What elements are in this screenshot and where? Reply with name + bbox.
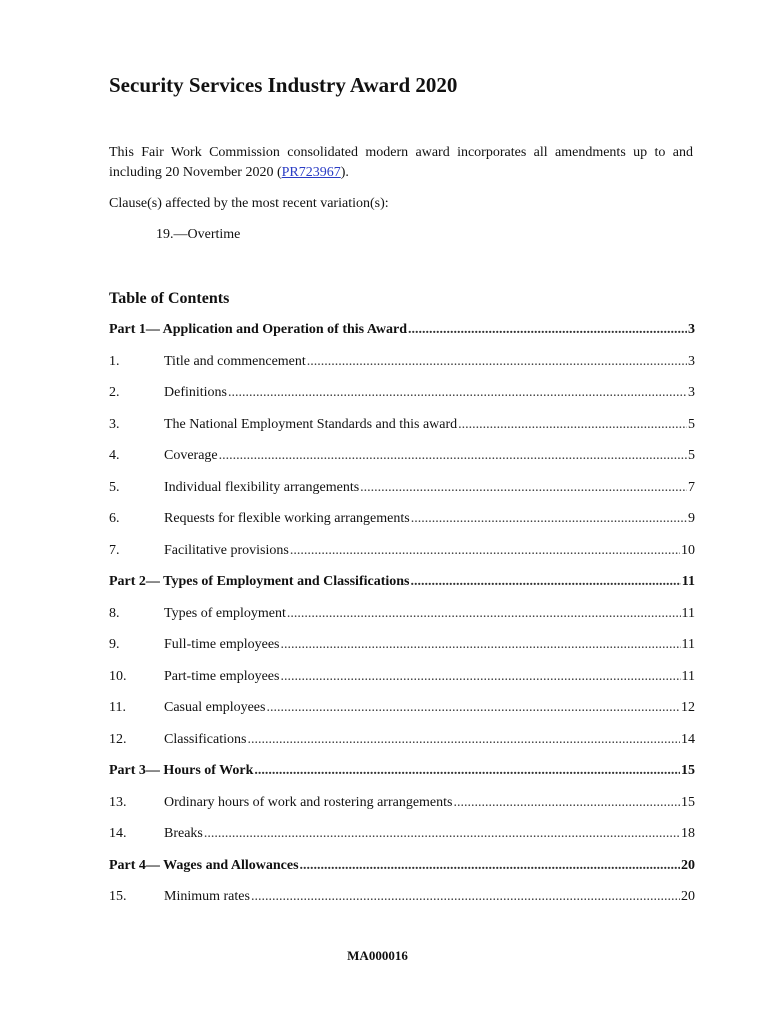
toc-entry-title: Facilitative provisions [164, 542, 289, 558]
toc-entry-number: 10. [109, 668, 127, 684]
document-title: Security Services Industry Award 2020 [109, 73, 458, 97]
toc-entry-number: 14. [109, 826, 127, 841]
toc-entry-page: 11 [681, 668, 695, 684]
toc-entry-number: 1. [109, 353, 120, 369]
toc-dot-leader [300, 858, 680, 874]
toc-entry-title: Types of employment [164, 605, 286, 621]
toc-entry-title: Requests for flexible working arrangements [164, 511, 410, 526]
toc-dot-leader [453, 795, 680, 811]
toc-entry-number: 9. [109, 637, 120, 652]
toc-entry-number: 5. [109, 479, 120, 495]
toc-dot-leader [360, 480, 687, 496]
toc-entry-page: 20 [681, 889, 695, 904]
toc-entry-number: 8. [109, 605, 120, 621]
toc-dot-leader [307, 354, 687, 370]
consolidation-note [109, 143, 693, 183]
toc-entry-title: Classifications [164, 731, 247, 747]
toc-entry-page: 20 [681, 857, 695, 873]
toc-dot-leader [287, 606, 681, 622]
toc-dot-leader [247, 732, 680, 748]
toc-entry-title: The National Employment Standards and this award [164, 416, 458, 432]
toc-clause-entry[interactable] [109, 669, 695, 701]
toc-clause-entry[interactable] [109, 795, 695, 827]
toc-clause-entry[interactable] [109, 417, 695, 449]
toc-entry-title: Part 1— Application and Operation of this Award [109, 322, 408, 337]
toc-entry-number: 2. [109, 385, 120, 400]
toc-dot-leader [266, 700, 680, 716]
toc-dot-leader [219, 448, 687, 464]
toc-clause-entry[interactable] [109, 480, 695, 512]
toc-entry-number: 13. [109, 794, 127, 810]
toc-entry-page: 11 [681, 605, 695, 621]
toc-entry-page: 11 [681, 574, 695, 589]
toc-dot-leader [254, 763, 680, 779]
toc-entry-number: 15. [109, 889, 127, 904]
toc-clause-entry[interactable] [109, 354, 695, 386]
variation-link[interactable]: PR723967 [281, 165, 341, 180]
toc-entry-page: 3 [688, 353, 695, 369]
toc-entry-title: Part 3— Hours of Work [109, 763, 254, 778]
toc-dot-leader [458, 417, 687, 433]
toc-clause-entry[interactable] [109, 511, 695, 543]
toc-clause-entry[interactable] [109, 543, 695, 575]
toc-entry-page: 5 [688, 448, 695, 463]
affected-clause-item: 19.—Overtime [156, 227, 241, 242]
toc-entry-page: 7 [688, 479, 695, 495]
toc-entry-page: 14 [681, 731, 695, 747]
toc-dot-leader [204, 826, 680, 842]
toc-entry-title: Part 2— Types of Employment and Classifications [109, 574, 410, 589]
toc-clause-entry[interactable] [109, 700, 695, 732]
toc-entry-page: 5 [688, 416, 695, 432]
toc-entry-title: Individual flexibility arrangements [164, 479, 360, 495]
toc-dot-leader [228, 385, 687, 401]
toc-part-entry[interactable] [109, 858, 695, 890]
toc-dot-leader [290, 543, 680, 559]
toc-entry-title: Full-time employees [164, 637, 280, 652]
toc-entry-title: Casual employees [164, 700, 266, 715]
toc-heading: Table of Contents [109, 290, 230, 307]
toc-entry-number: 12. [109, 731, 127, 747]
toc-entry-page: 3 [688, 322, 695, 337]
toc-part-entry[interactable] [109, 574, 695, 606]
toc-entry-page: 15 [681, 763, 695, 778]
toc-entry-page: 3 [688, 385, 695, 400]
toc-clause-entry[interactable] [109, 448, 695, 480]
toc-dot-leader [411, 574, 681, 590]
award-code-footer: MA000016 [347, 948, 408, 963]
toc-entry-page: 10 [681, 542, 695, 558]
toc-dot-leader [280, 669, 680, 685]
toc-part-entry[interactable] [109, 322, 695, 354]
toc-clause-entry[interactable] [109, 732, 695, 764]
toc-entry-title: Coverage [164, 448, 218, 463]
toc-entry-number: 7. [109, 542, 120, 558]
toc-dot-leader [411, 511, 687, 527]
toc-clause-entry[interactable] [109, 637, 695, 669]
toc-part-entry[interactable] [109, 763, 695, 795]
toc-clause-entry[interactable] [109, 385, 695, 417]
consolidation-note-text: This Fair Work Commission consolidated modern award incorporates all amendments up to and including 20 November 2020 ( [109, 145, 693, 180]
toc-entry-title: Part-time employees [164, 668, 280, 684]
toc-entry-number: 3. [109, 416, 120, 432]
toc-entry-page: 18 [681, 826, 695, 841]
toc-clause-entry[interactable] [109, 826, 695, 858]
toc-entry-number: 6. [109, 511, 120, 526]
toc-entry-page: 9 [688, 511, 695, 526]
toc-entry-title: Minimum rates [164, 889, 250, 904]
toc-entry-title: Title and commencement [164, 353, 306, 369]
toc-clause-entry[interactable] [109, 889, 695, 921]
toc-entry-number: 11. [109, 700, 126, 715]
toc-entry-title: Breaks [164, 826, 203, 841]
toc-entry-title: Ordinary hours of work and rostering arrangements [164, 794, 453, 810]
toc-entry-title: Definitions [164, 385, 227, 400]
toc-dot-leader [408, 322, 687, 338]
table-of-contents [109, 322, 695, 921]
toc-entry-title: Part 4— Wages and Allowances [109, 857, 299, 873]
toc-clause-entry[interactable] [109, 606, 695, 638]
consolidation-note-end: ). [340, 165, 349, 180]
toc-entry-number: 4. [109, 448, 120, 463]
toc-dot-leader [251, 889, 680, 905]
affected-clauses-label: Clause(s) affected by the most recent variation(s): [109, 196, 389, 211]
toc-dot-leader [280, 637, 680, 653]
toc-entry-page: 15 [681, 794, 695, 810]
toc-entry-page: 11 [681, 637, 695, 652]
toc-entry-page: 12 [681, 700, 695, 715]
